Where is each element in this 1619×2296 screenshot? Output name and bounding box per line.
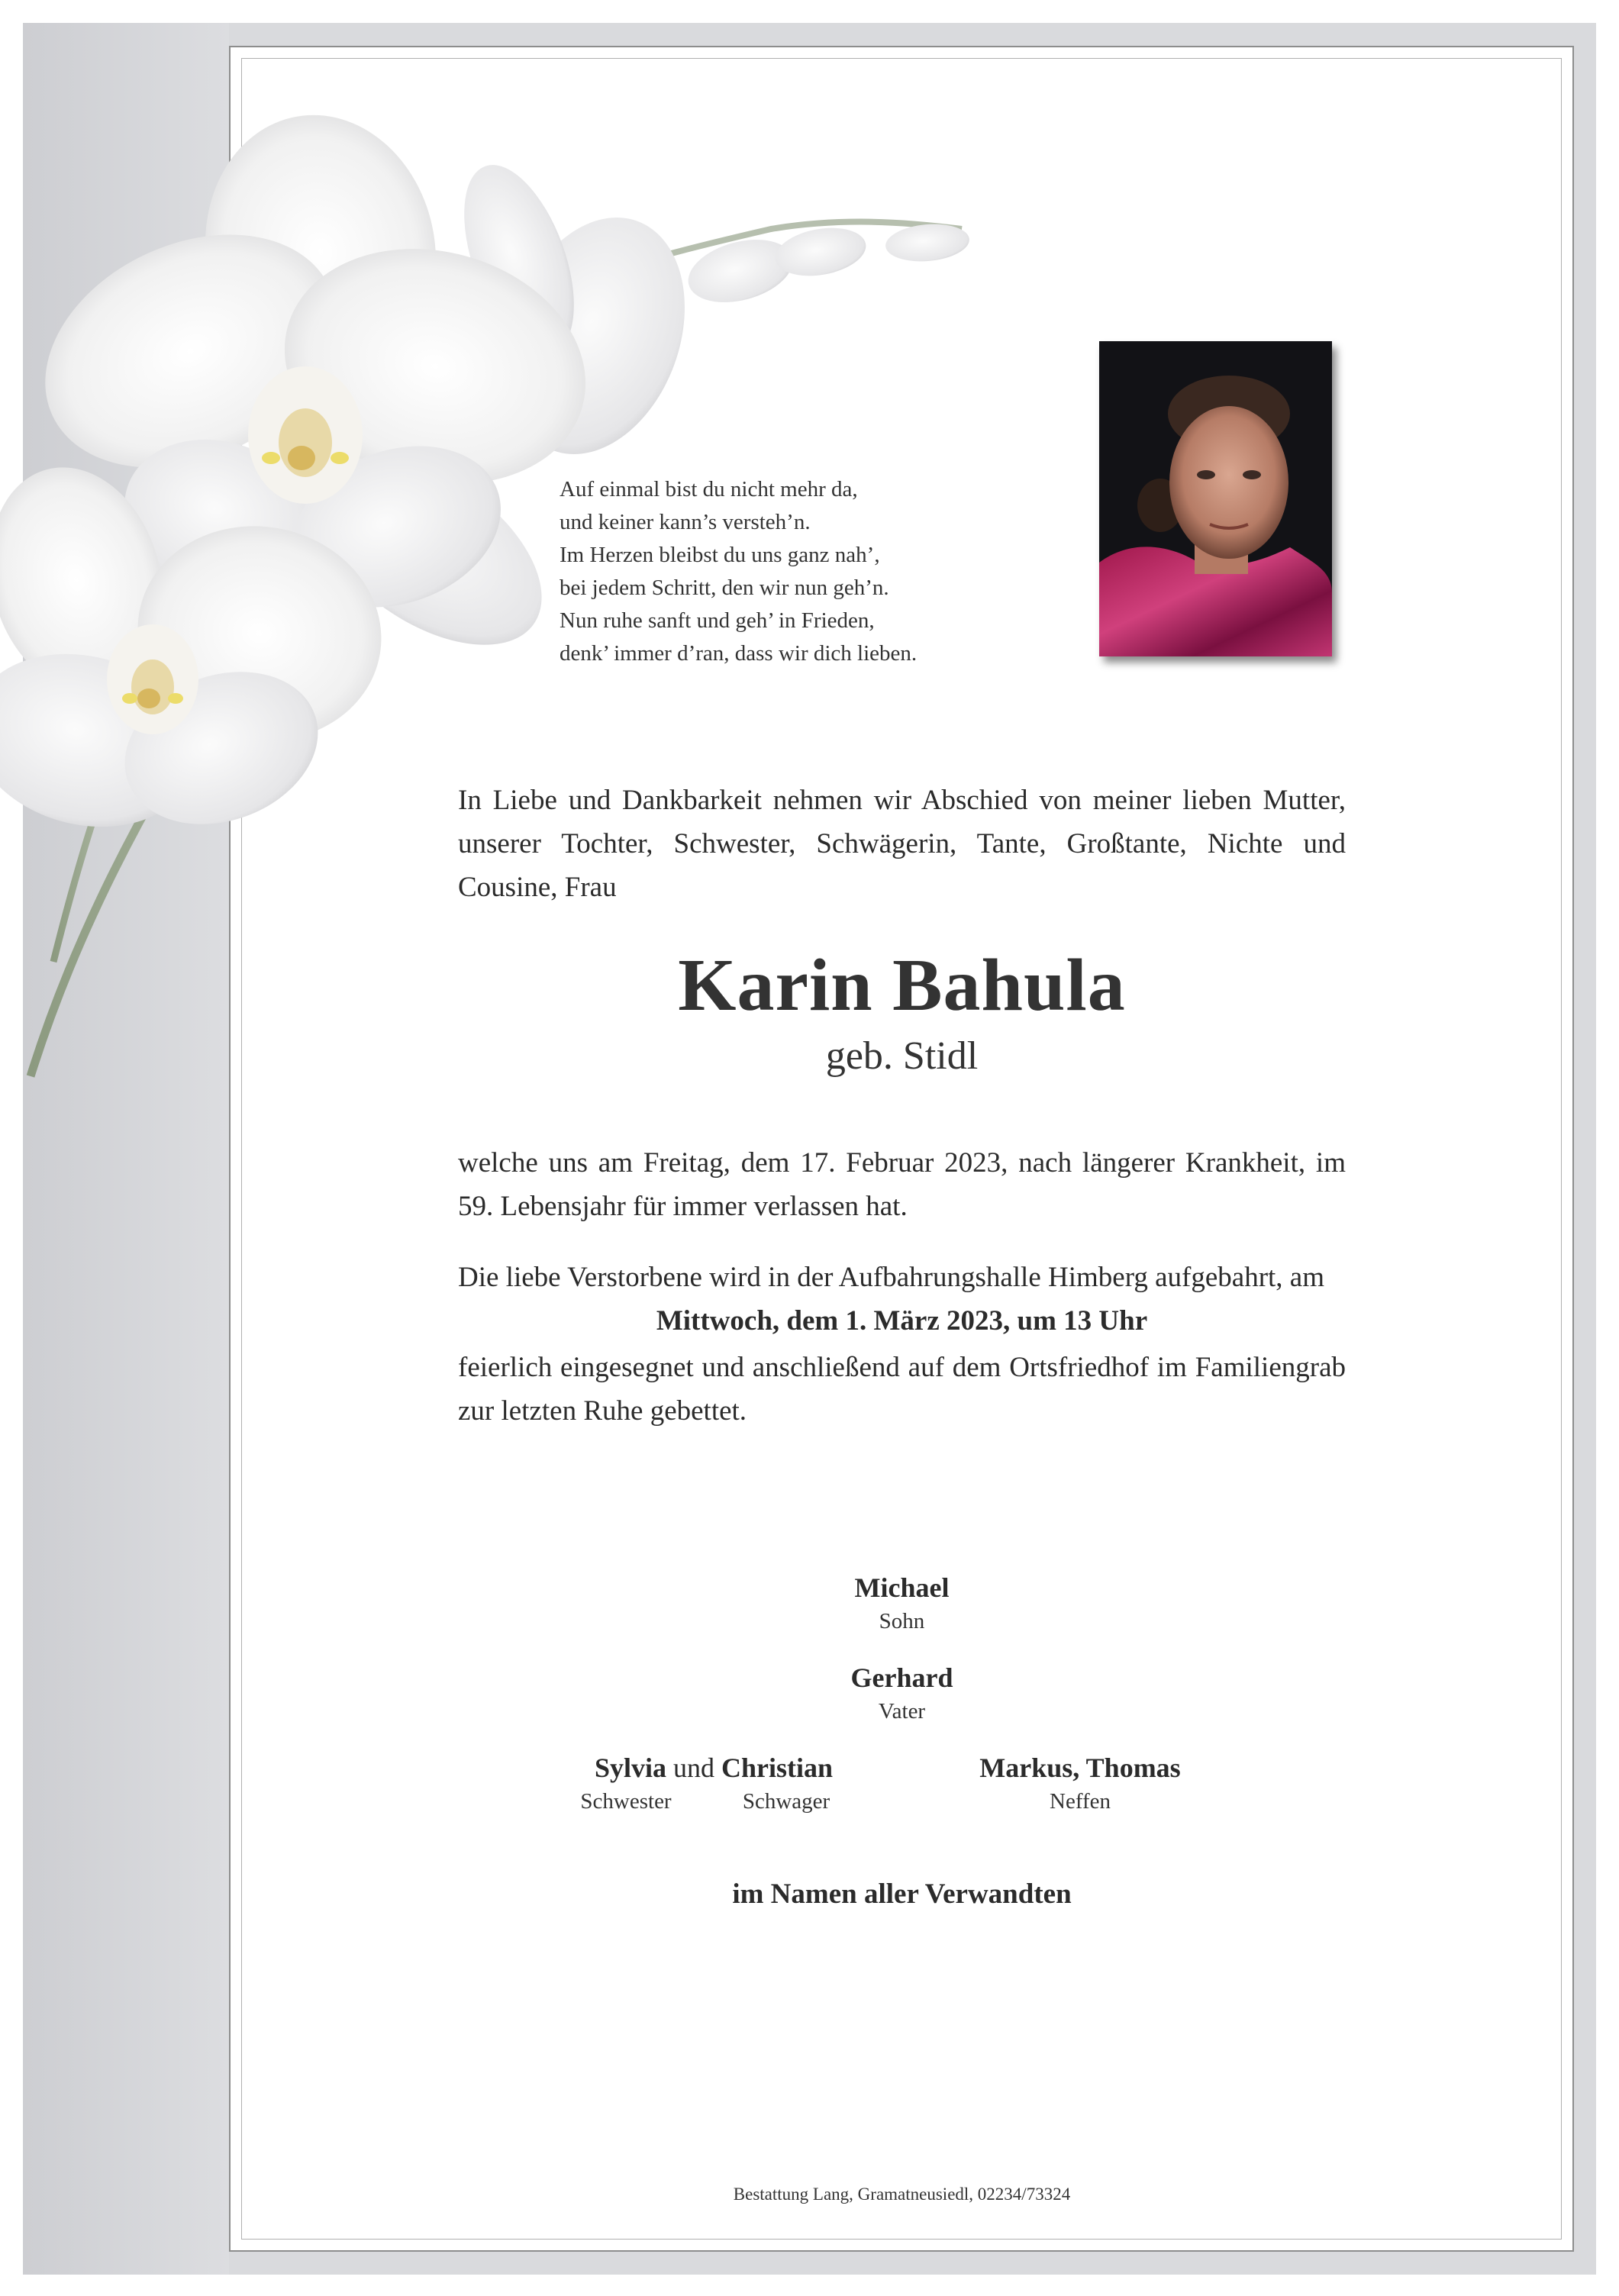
member-name: Gerhard [850, 1662, 953, 1693]
member-name: Sylvia [594, 1753, 666, 1783]
poem-line: bei jedem Schritt, den wir nun geh’n. [560, 576, 889, 600]
member-role: Schwester [580, 1789, 672, 1814]
member-role: Vater [878, 1699, 926, 1724]
poem-line: Nun ruhe sanft und geh’ in Frieden, [560, 608, 875, 633]
family-member-siblings [550, 1749, 878, 1816]
closing-line: im Namen aller Verwandten [732, 1878, 1072, 1910]
announcement-body [458, 779, 1346, 1433]
family-signatures [458, 1569, 1346, 1817]
member-role: Schwager [742, 1789, 830, 1814]
memorial-poem [560, 473, 1033, 670]
family-member-nephews [962, 1749, 1198, 1816]
lying-in-state-paragraph: Die liebe Verstorbene wird in der Aufbahrungshalle Himberg aufgebahrt, am [458, 1262, 1325, 1293]
poem-line: Im Herzen bleibst du uns ganz nah’, [560, 543, 880, 567]
maiden-name: geb. Stidl [825, 1034, 979, 1078]
poem-line: und keiner kann’s versteh’n. [560, 510, 811, 534]
family-row [458, 1749, 1346, 1817]
death-notice-paragraph: welche uns am Freitag, dem 17. Februar 2023, nach längerer Krankheit, im 59. Lebensjahr für immer verlassen hat. [458, 1147, 1346, 1222]
poem-line: denk’ immer d’ran, dass wir dich lieben. [560, 641, 918, 666]
portrait-photo [1099, 341, 1332, 656]
deceased-name: Karin Bahula [678, 944, 1126, 1027]
member-role: Sohn [879, 1609, 925, 1633]
funeral-home-footer: Bestattung Lang, Gramatneusiedl, 02234/73324 [733, 2185, 1071, 2204]
family-member-father [458, 1659, 1346, 1726]
member-name: Michael [854, 1572, 950, 1603]
name-connector: und [673, 1753, 714, 1783]
poem-line: Auf einmal bist du nicht mehr da, [560, 477, 858, 501]
burial-paragraph: feierlich eingesegnet und anschließend auf dem Ortsfriedhof im Familiengrab zur letzten Ruhe gebettet. [458, 1352, 1346, 1427]
member-role: Neffen [1050, 1789, 1111, 1814]
member-name: Christian [721, 1753, 834, 1783]
ceremony-date: Mittwoch, dem 1. März 2023, um 13 Uhr [656, 1305, 1148, 1337]
family-member-son [458, 1569, 1346, 1636]
member-name: Markus, Thomas [979, 1753, 1181, 1783]
intro-paragraph: In Liebe und Dankbarkeit nehmen wir Abschied von meiner lieben Mutter, unserer Tochter, Schwester, Schwägerin, Tante, Großtante, Nichte und Cousine, Frau [458, 785, 1346, 903]
